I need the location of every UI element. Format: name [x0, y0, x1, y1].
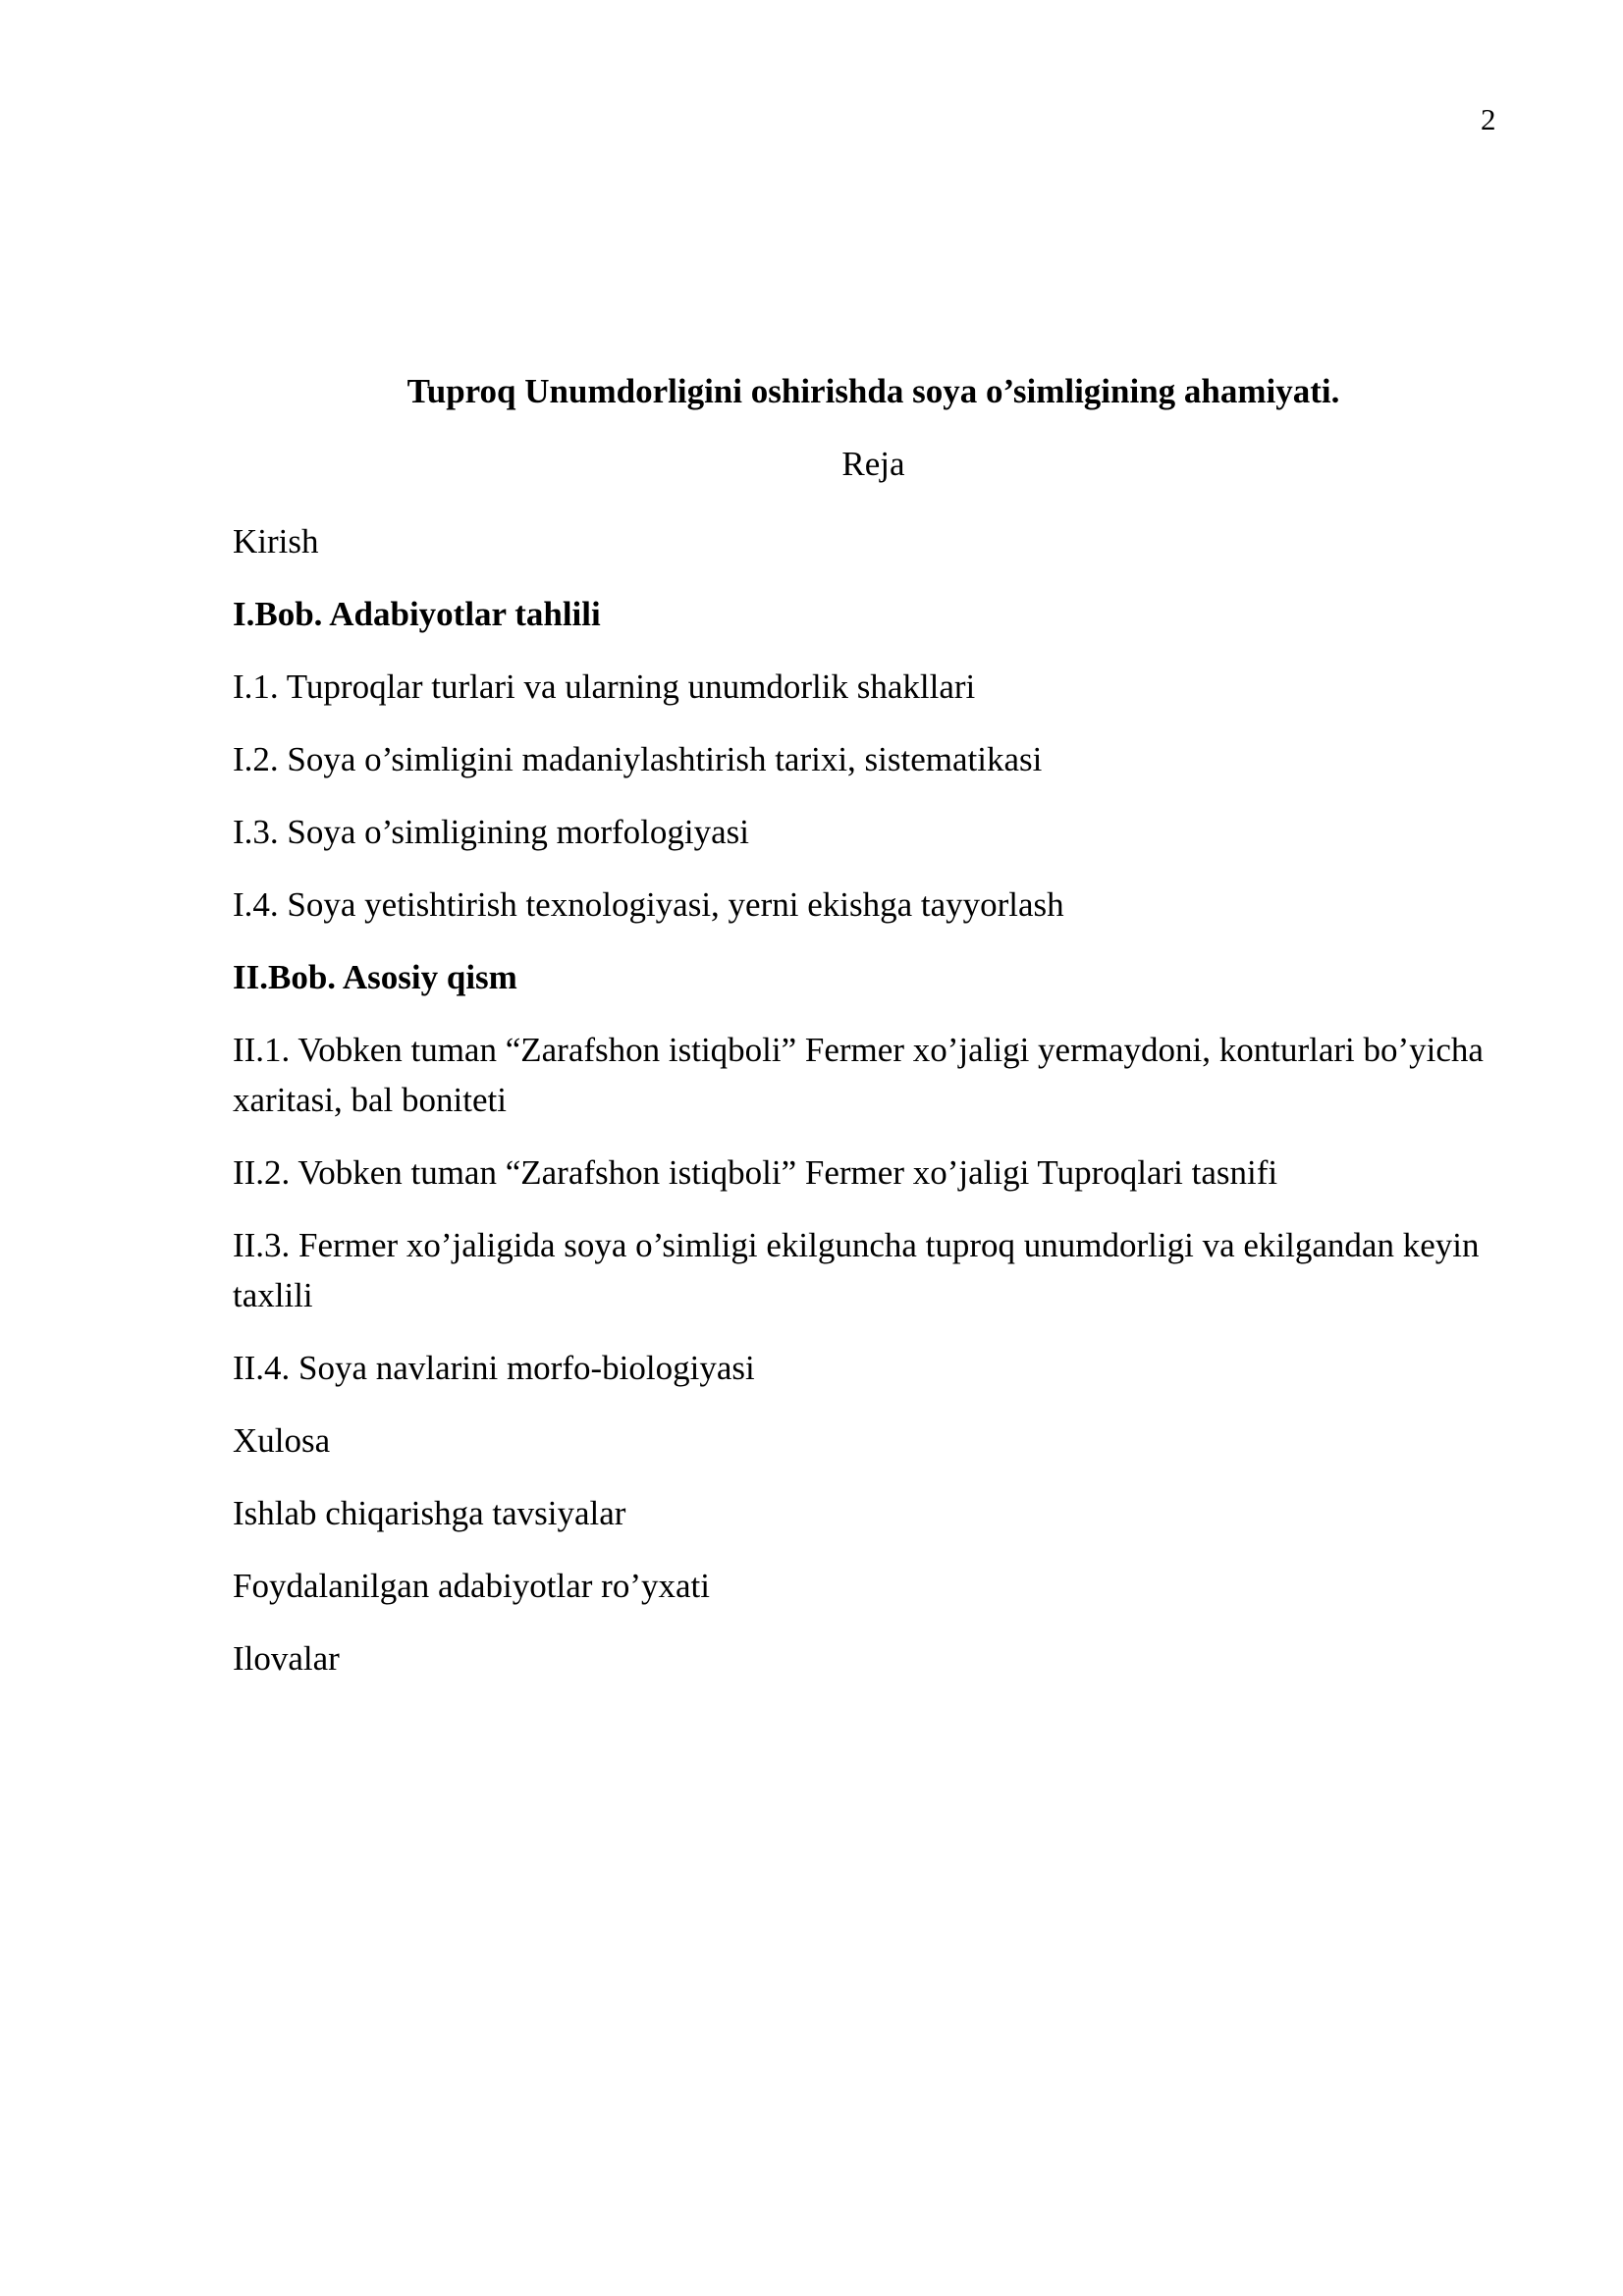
toc-item: I.2. Soya o’simligini madaniylashtirish tarixi, sistematikasi	[233, 740, 1043, 778]
toc-item: Xulosa	[233, 1421, 331, 1460]
table-of-contents	[233, 516, 1509, 1706]
toc-item: II.Bob. Asosiy qism	[233, 958, 517, 996]
toc-item: Kirish	[233, 522, 319, 561]
toc-item: Ilovalar	[233, 1639, 340, 1678]
page-number: 2	[1481, 102, 1496, 136]
toc-item: I.Bob. Adabiyotlar tahlili	[233, 595, 601, 633]
toc-item: II.3. Fermer xo’jaligida soya o’simligi ekilguncha tuproq unumdorligi va ekilgandan keyin taxlili	[233, 1226, 1480, 1314]
plan-heading: Reja	[841, 445, 905, 483]
toc-item: II.1. Vobken tuman “Zarafshon istiqboli” Fermer xo’jaligi yermaydoni, konturlari bo’yicha xaritasi, bal boniteti	[233, 1031, 1484, 1119]
document-title: Tuproq Unumdorligini oshirishda soya o’simligining ahamiyati.	[406, 372, 1340, 410]
toc-item: I.3. Soya o’simligining morfologiyasi	[233, 813, 749, 851]
toc-item: Foydalanilgan adabiyotlar ro’yxati	[233, 1567, 710, 1605]
toc-item: I.1. Tuproqlar turlari va ularning unumdorlik shakllari	[233, 667, 976, 706]
toc-item: Ishlab chiqarishga tavsiyalar	[233, 1494, 626, 1532]
toc-item: I.4. Soya yetishtirish texnologiyasi, yerni ekishga tayyorlash	[233, 885, 1064, 924]
toc-item: II.2. Vobken tuman “Zarafshon istiqboli” Fermer xo’jaligi Tuproqlari tasnifi	[233, 1153, 1278, 1192]
toc-item: II.4. Soya navlarini morfo-biologiyasi	[233, 1349, 755, 1387]
